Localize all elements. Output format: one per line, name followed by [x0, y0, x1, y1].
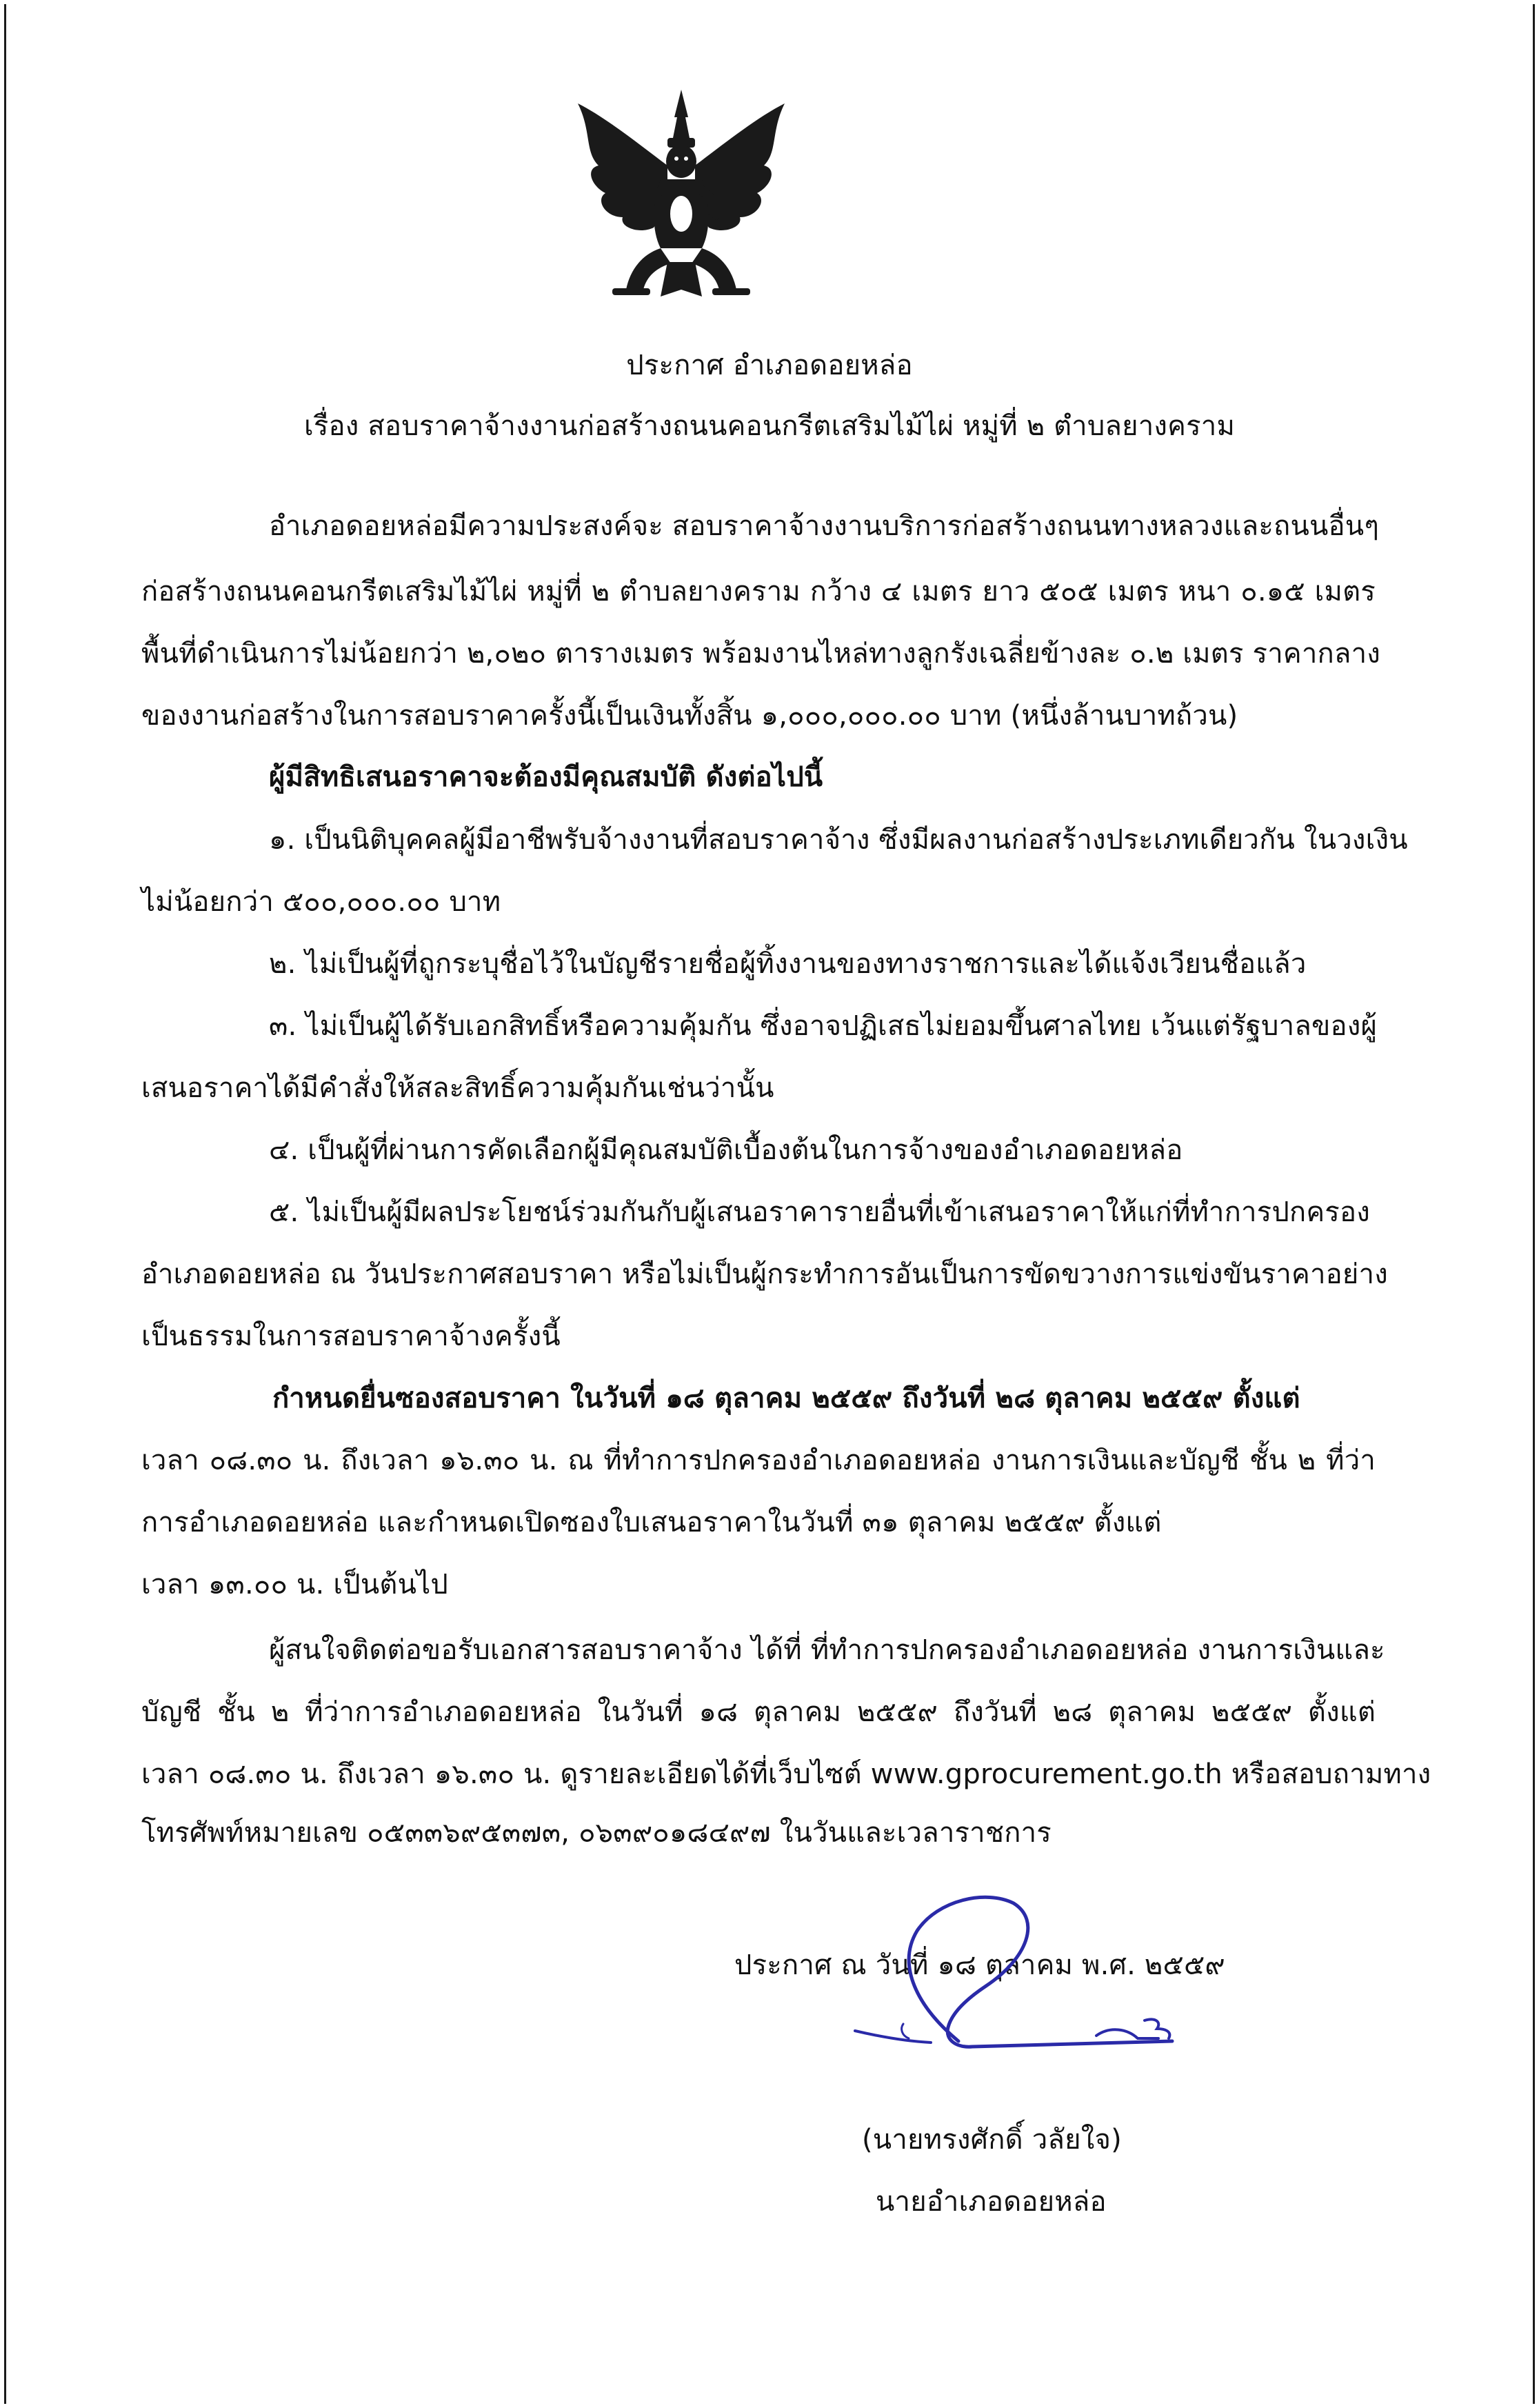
body-paragraph-1-line-3: พื้นที่ดำเนินการไม่น้อยกว่า ๒,๐๒๐ ตารางเมตร พร้อมงานไหล่ทางลูกรังเฉลี่ยข้างละ ๐.๒ เมตร ราคากลาง [141, 638, 1381, 670]
qualification-1-line-1: ๑. เป็นนิติบุคคลผู้มีอาชีพรับจ้างงานที่สอบราคาจ้าง ซึ่งมีผลงานก่อสร้างประเภทเดียวกัน ในวงเงิน [269, 824, 1408, 856]
contact-line-4: โทรศัพท์หมายเลข ๐๕๓๓๖๙๕๓๗๓, ๐๖๓๙๐๑๘๔๙๗ ในวันและเวลาราชการ [141, 1817, 1052, 1849]
signer-name: (นายทรงศักดิ์ วลัยใจ) [862, 2124, 1122, 2156]
handwritten-signature [814, 1876, 1200, 2103]
body-paragraph-1-line-1: อำเภอดอยหล่อมีความประสงค์จะ สอบราคาจ้างงานบริการก่อสร้างถนนทางหลวงและถนนอื่นๆ [269, 510, 1380, 542]
contact-line-2: บัญชี ชั้น ๒ ที่ว่าการอำเภอดอยหล่อ ในวันที่ ๑๘ ตุลาคม ๒๕๕๙ ถึงวันที่ ๒๘ ตุลาคม ๒๕๕๙ ตั้งแต่ [141, 1696, 1376, 1728]
qualification-heading: ผู้มีสิทธิเสนอราคาจะต้องมีคุณสมบัติ ดังต่อไปนี้ [269, 761, 823, 793]
page-subject: เรื่อง สอบราคาจ้างงานก่อสร้างถนนคอนกรีตเสริมไม้ไผ่ หมู่ที่ ๒ ตำบลยางคราม [303, 410, 1236, 442]
submission-line-3: การอำเภอดอยหล่อ และกำหนดเปิดซองใบเสนอราคาในวันที่ ๓๑ ตุลาคม ๒๕๕๙ ตั้งแต่ [141, 1507, 1162, 1538]
garuda-emblem-icon [564, 90, 798, 310]
qualification-2-line-1: ๒. ไม่เป็นผู้ที่ถูกระบุชื่อไว้ในบัญชีรายชื่อผู้ทิ้งงานของทางราชการและได้แจ้งเวียนชื่อแล้ว [269, 948, 1307, 980]
body-paragraph-1-line-4: ของงานก่อสร้างในการสอบราคาครั้งนี้เป็นเงินทั้งสิ้น ๑,๐๐๐,๐๐๐.๐๐ บาท (หนึ่งล้านบาทถ้วน) [141, 700, 1238, 732]
qualification-5-line-1: ๕. ไม่เป็นผู้มีผลประโยชน์ร่วมกันกับผู้เสนอราคารายอื่นที่เข้าเสนอราคาให้แก่ที่ทำการปกครอง [269, 1196, 1370, 1228]
contact-line-3: เวลา ๐๘.๓๐ น. ถึงเวลา ๑๖.๓๐ น. ดูรายละเอียดได้ที่เว็บไซต์ www.gprocurement.go.th หรือสอบถามทาง [141, 1758, 1431, 1790]
qualification-1-line-2: ไม่น้อยกว่า ๕๐๐,๐๐๐.๐๐ บาท [141, 886, 501, 918]
page-title: ประกาศ อำเภอดอยหล่อ [626, 350, 913, 381]
submission-line-1: กำหนดยื่นซองสอบราคา ในวันที่ ๑๘ ตุลาคม ๒๕๕๙ ถึงวันที่ ๒๘ ตุลาคม ๒๕๕๙ ตั้งแต่ [272, 1383, 1300, 1414]
qualification-5-line-2: อำเภอดอยหล่อ ณ วันประกาศสอบราคา หรือไม่เป็นผู้กระทำการอันเป็นการขัดขวางการแข่งขันราคาอย่าง [141, 1258, 1388, 1290]
body-paragraph-1-line-2: ก่อสร้างถนนคอนกรีตเสริมไม้ไผ่ หมู่ที่ ๒ ตำบลยางคราม กว้าง ๔ เมตร ยาว ๕๐๕ เมตร หนา ๐.๑๕ เมตร [141, 576, 1376, 608]
contact-line-1: ผู้สนใจติดต่อขอรับเอกสารสอบราคาจ้าง ได้ที่ ที่ทำการปกครองอำเภอดอยหล่อ งานการเงินและ [269, 1634, 1385, 1666]
qualification-3-line-2: เสนอราคาได้มีคำสั่งให้สละสิทธิ์ความคุ้มกันเช่นว่านั้น [141, 1072, 774, 1104]
submission-line-2: เวลา ๐๘.๓๐ น. ถึงเวลา ๑๖.๓๐ น. ณ ที่ทำการปกครองอำเภอดอยหล่อ งานการเงินและบัญชี ชั้น ๒ ที่ว่า [141, 1445, 1376, 1476]
qualification-3-line-1: ๓. ไม่เป็นผู้ได้รับเอกสิทธิ์หรือความคุ้มกัน ซึ่งอาจปฏิเสธไม่ยอมขึ้นศาลไทย เว้นแต่รัฐบาลของผู้ [269, 1010, 1378, 1042]
submission-line-4: เวลา ๑๓.๐๐ น. เป็นต้นไป [141, 1569, 449, 1601]
announcement-date: ประกาศ ณ วันที่ ๑๘ ตุลาคม พ.ศ. ๒๕๕๙ [734, 1949, 1225, 1981]
qualification-5-line-3: เป็นธรรมในการสอบราคาจ้างครั้งนี้ [141, 1321, 561, 1352]
qualification-4-line-1: ๔. เป็นผู้ที่ผ่านการคัดเลือกผู้มีคุณสมบัติเบื้องต้นในการจ้างของอำเภอดอยหล่อ [269, 1134, 1183, 1166]
signer-title: นายอำเภอดอยหล่อ [876, 2186, 1107, 2218]
